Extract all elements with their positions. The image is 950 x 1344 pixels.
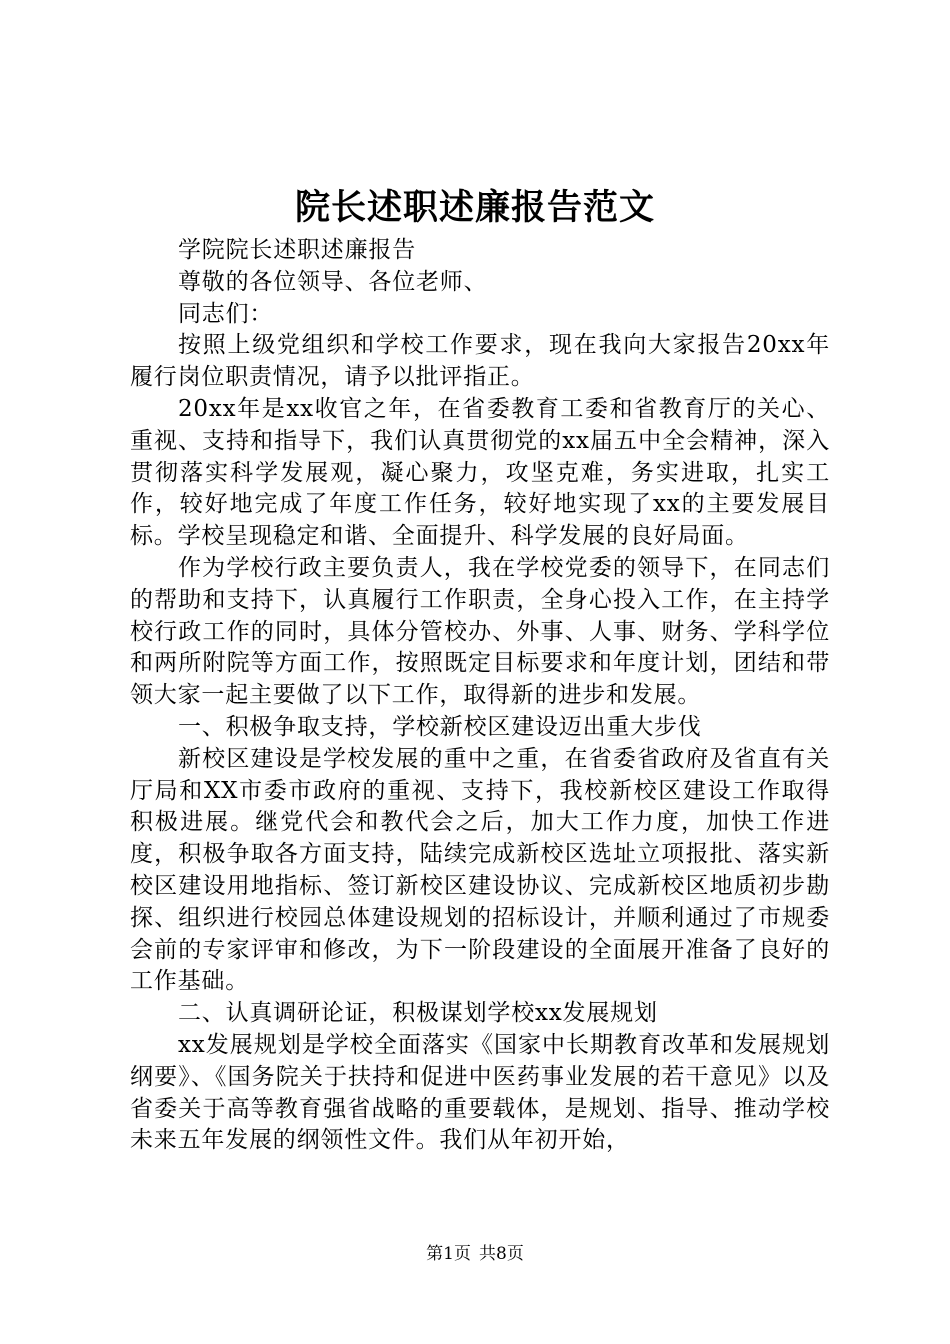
paragraph-heading: 学院院长述职述廉报告	[178, 237, 416, 263]
paragraph: 新校区建设是学校发展的重中之重，在省委省政府及省直有关厅局和XX市委市政府的重视、支持下，我校新校区建设工作取得积极进展。继党代会和教代会之后，加大工作力度，加快工作进度，积极争取各方面支持，陆续完成新校区选址立项报批、落实新校区建设用地指标、签订新校区建设协议、完成新校区地质初步勘探、组织进行校园总体建设规划的招标设计，并顺利通过了市规委会前的专家评审和修改，为下一阶段建设的全面展开准备了良好的工作基础。	[130, 745, 830, 995]
section-heading: 二、认真调研论证，积极谋划学校xx发展规划	[178, 1000, 658, 1027]
page-footer	[0, 1242, 950, 1266]
paragraph: 作为学校行政主要负责人，我在学校党委的领导下，在同志们的帮助和支持下，认真履行工作职责，全身心投入工作，在主持学校行政工作的同时，具体分管校办、外事、人事、财务、学科学位和两所附院等方面工作，按照既定目标要求和年度计划，团结和带领大家一起主要做了以下工作，取得新的进步和发展。	[130, 554, 830, 709]
paragraph-salutation: 尊敬的各位领导、各位老师、	[178, 268, 488, 295]
paragraph: 按照上级党组织和学校工作要求，现在我向大家报告20xx年履行岗位职责情况，请予以批评指正。	[130, 332, 830, 391]
section-heading: 一、积极争取支持，学校新校区建设迈出重大步伐	[178, 713, 702, 740]
paragraph: 20xx年是xx收官之年，在省委教育工委和省教育厅的关心、重视、支持和指导下，我们认真贯彻党的xx届五中全会精神，深入贯彻落实科学发展观，凝心聚力，攻坚克难，务实进取，扎实工作，较好地完成了年度工作任务，较好地实现了xx的主要发展目标。学校呈现稳定和谐、全面提升、科学发展的良好局面。	[130, 395, 830, 550]
paragraph: xx发展规划是学校全面落实《国家中长期教育改革和发展规划纲要》、《国务院关于扶持和促进中医药事业发展的若干意见》以及省委关于高等教育强省战略的重要载体，是规划、指导、推动学校未来五年发展的纲领性文件。我们从年初开始，	[130, 1031, 830, 1154]
page-total: 共8页	[479, 1244, 524, 1264]
page-number: 第1页	[426, 1244, 471, 1264]
paragraph-salutation-cont: 同志们：	[178, 300, 274, 327]
document-body	[130, 235, 830, 1157]
document-title: 院长述职述廉报告范文	[294, 187, 655, 228]
